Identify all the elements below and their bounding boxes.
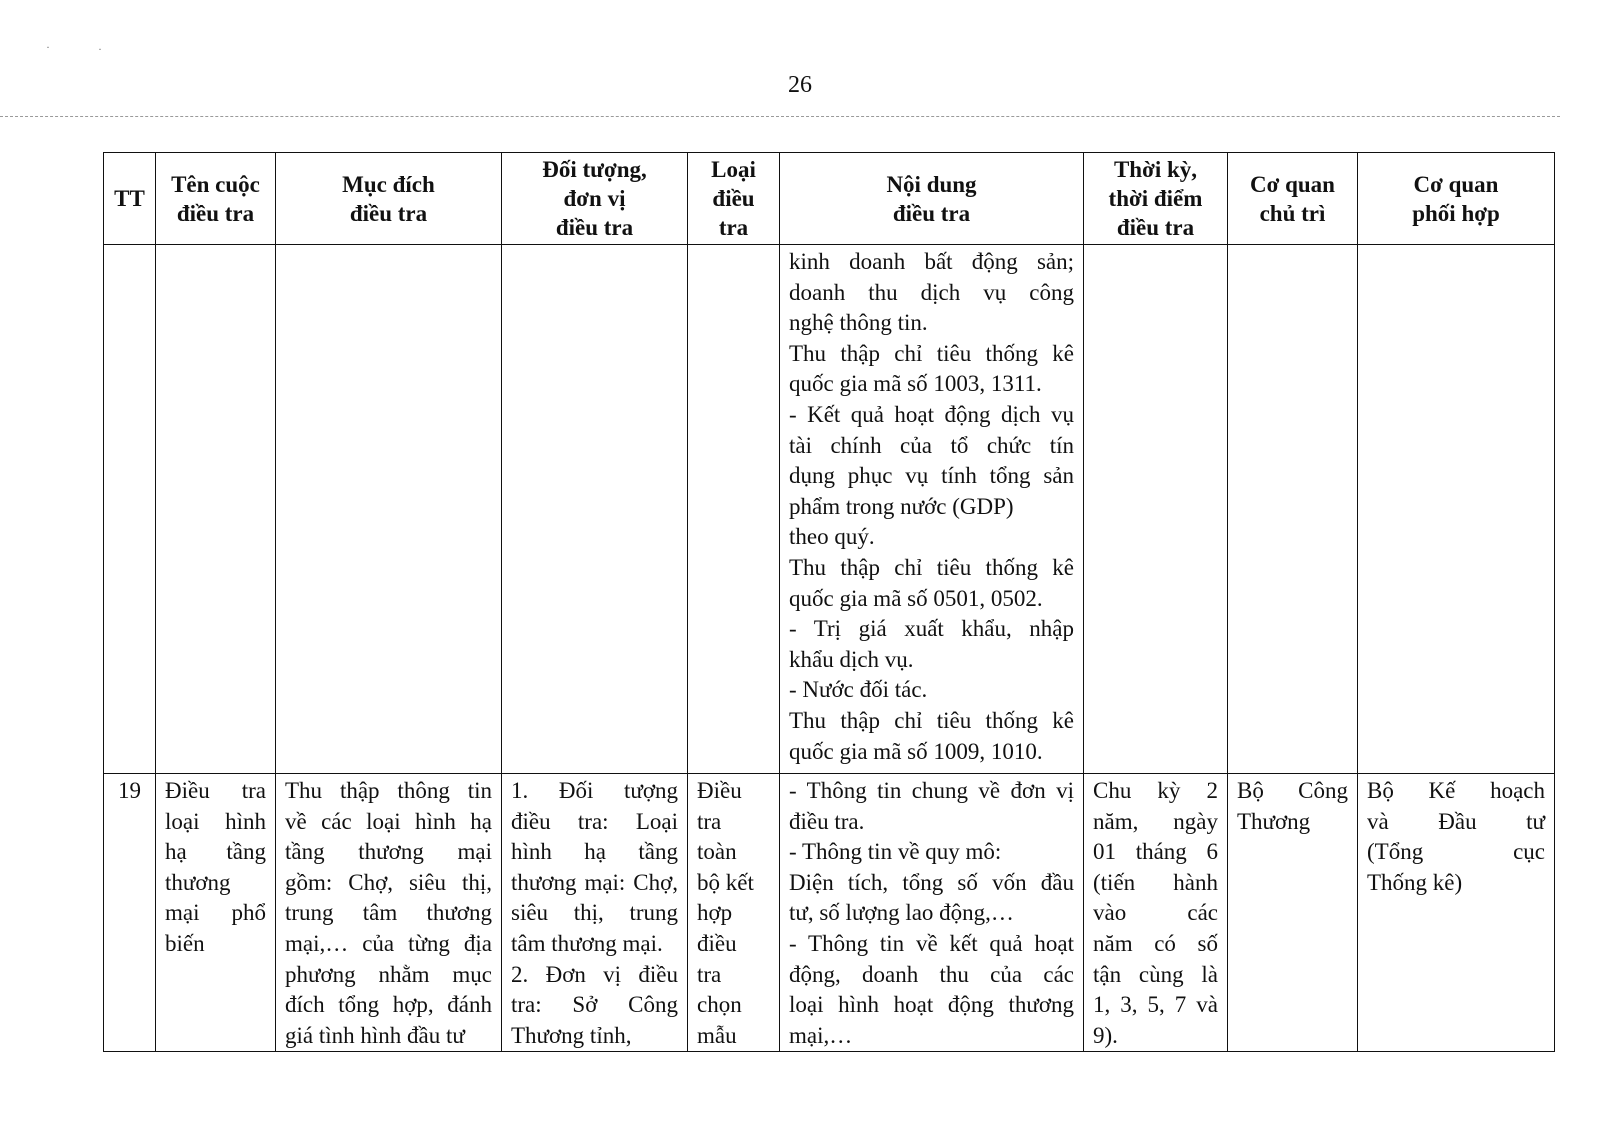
- text-line: giá tình hình đầu tư: [285, 1022, 465, 1048]
- text-line: điều tra.: [789, 808, 865, 834]
- text-line: quốc gia mã số 0501, 0502.: [789, 585, 1043, 611]
- text-line: mại,… của từng địa: [285, 930, 492, 956]
- text-line: quốc gia mã số 1003, 1311.: [789, 371, 1042, 397]
- text-line: tra: [718, 215, 749, 240]
- text-line: mại,…: [789, 1022, 853, 1048]
- text-line: Thu thập chỉ tiêu thống kê: [789, 707, 1074, 733]
- cell-co-quan-phoi-hop: [1358, 774, 1555, 1052]
- text-line: quốc gia mã số 1009, 1010.: [789, 738, 1043, 764]
- text-line: điều tra: [555, 215, 634, 240]
- text-line: điều tra: [176, 200, 255, 226]
- text-line: đơn vị: [563, 186, 626, 211]
- text-line: doanh thu dịch vụ công: [789, 279, 1074, 305]
- text-line: phương nhằm mục: [285, 961, 492, 987]
- text-line: và Đầu tư: [1367, 808, 1545, 834]
- cell-muc-dich: [276, 774, 502, 1052]
- header-co-quan-chu-tri: [1228, 153, 1358, 245]
- text-line: đích tổng hợp, đánh: [285, 992, 492, 1018]
- header-dashed-rule: [0, 116, 1560, 117]
- text-line: nghệ thông tin.: [789, 310, 928, 336]
- cell-tt-empty: [104, 245, 156, 774]
- text-line: theo quý.: [789, 524, 875, 550]
- text-line: khẩu dịch vụ.: [789, 646, 914, 672]
- text-line: Điều: [697, 778, 742, 803]
- cell-doi-tuong: [502, 774, 688, 1052]
- text-line: - Trị giá xuất khẩu, nhập: [789, 616, 1074, 642]
- text-line: - Kết quả hoạt động dịch vụ: [789, 401, 1074, 427]
- text-line: TT: [114, 186, 145, 211]
- header-ten-cuoc-dieu-tra: [156, 153, 276, 245]
- text-line: (tiến hành: [1093, 869, 1218, 895]
- text-line: Thương: [1237, 808, 1311, 834]
- cell-co-quan-chu-tri: [1228, 774, 1358, 1052]
- text-line: - Thông tin về kết quả hoạt: [789, 930, 1074, 956]
- text-line: 01 tháng 6: [1093, 839, 1218, 865]
- text-line: động, doanh thu của các: [789, 961, 1074, 987]
- text-line: tâm thương mại.: [511, 930, 663, 956]
- table-header-row: [104, 153, 1555, 245]
- text-line: Cơ quan: [1250, 171, 1335, 197]
- text-line: tra: [697, 808, 722, 834]
- text-line: mẫu: [697, 1022, 737, 1048]
- text-line: tư, số lượng lao động,…: [789, 900, 1014, 926]
- header-tt: [104, 153, 156, 245]
- text-line: hợp: [697, 900, 733, 926]
- header-co-quan-phoi-hop: [1358, 153, 1555, 245]
- text-line: trung tâm thương: [285, 900, 492, 926]
- cell-tt: 19: [104, 774, 156, 1052]
- text-line: năm có số: [1093, 930, 1218, 956]
- text-line: Tên cuộc: [171, 171, 260, 197]
- text-line: Cơ quan: [1413, 171, 1499, 197]
- text-line: điều tra: [1116, 215, 1195, 240]
- text-line: phẩm trong nước (GDP): [789, 493, 1014, 519]
- text-line: - Thông tin về quy mô:: [789, 839, 1002, 865]
- cell-muc-dich-empty: [276, 245, 502, 774]
- text-line: thời điểm: [1108, 186, 1203, 211]
- header-muc-dich: [276, 153, 502, 245]
- text-line: điều tra: Loại: [511, 808, 678, 834]
- text-line: dụng phục vụ tính tổng sản: [789, 463, 1074, 489]
- text-line: loại hình: [165, 808, 266, 834]
- text-line: 1, 3, 5, 7 và: [1093, 992, 1218, 1018]
- header-thoi-ky: [1084, 153, 1228, 245]
- text-line: 9).: [1093, 1022, 1118, 1048]
- text-line: Điều tra: [165, 778, 266, 803]
- text-line: tra: [697, 961, 722, 987]
- text-line: Thống kê): [1367, 869, 1463, 895]
- header-loai-dieu-tra: [688, 153, 780, 245]
- text-line: (Tổng cục: [1367, 839, 1545, 865]
- text-line: toàn: [697, 839, 737, 865]
- text-line: điều: [712, 186, 755, 211]
- text-line: Loại: [711, 157, 756, 182]
- scan-speck: ·: [46, 40, 50, 54]
- text-line: Đối tượng,: [542, 157, 647, 182]
- text-line: tài chính của tổ chức tín: [789, 432, 1074, 458]
- text-line: 2. Đơn vị điều: [511, 961, 678, 987]
- text-line: Thu thập thông tin: [285, 778, 492, 803]
- text-line: loại hình hoạt động thương: [789, 992, 1074, 1018]
- text-line: hình hạ tầng: [511, 839, 678, 865]
- text-line: mại phổ: [165, 900, 266, 926]
- text-line: tầng thương mại: [285, 839, 492, 865]
- cell-loai-dieu-tra: [688, 774, 780, 1052]
- text-line: Bộ Công: [1237, 778, 1348, 803]
- table-row-continuation: [104, 245, 1555, 774]
- text-line: thương: [165, 869, 231, 895]
- header-doi-tuong: [502, 153, 688, 245]
- scan-speck: ·: [98, 42, 102, 56]
- text-line: tra: Sở Công: [511, 992, 678, 1018]
- survey-table: [103, 152, 1555, 1052]
- text-line: bộ kết: [697, 869, 754, 895]
- text-line: chọn: [697, 992, 742, 1018]
- text-line: phối hợp: [1412, 200, 1500, 226]
- cell-thoi-ky: [1084, 774, 1228, 1052]
- cell-loai-empty: [688, 245, 780, 774]
- cell-noi-dung-continued: [780, 245, 1084, 774]
- cell-phoi-hop-empty: [1358, 245, 1555, 774]
- cell-ten-cuoc-dieu-tra: [156, 774, 276, 1052]
- text-line: 1. Đối tượng: [511, 778, 678, 803]
- text-line: Thương tỉnh,: [511, 1022, 632, 1048]
- text-line: điều tra: [892, 200, 971, 226]
- text-line: về các loại hình hạ: [285, 808, 492, 834]
- text-line: Nội dung: [886, 171, 977, 197]
- text-line: Diện tích, tổng số vốn đầu: [789, 869, 1074, 895]
- text-line: hạ tầng: [165, 839, 266, 865]
- text-line: tận cùng là: [1093, 961, 1218, 987]
- text-line: kinh doanh bất động sản;: [789, 249, 1074, 274]
- text-line: điều tra: [349, 200, 428, 226]
- text-line: điều: [697, 930, 737, 956]
- text-line: gồm: Chợ, siêu thị,: [285, 869, 492, 895]
- text-line: Mục đích: [342, 171, 435, 197]
- text-line: vào các: [1093, 900, 1218, 926]
- cell-chu-tri-empty: [1228, 245, 1358, 774]
- text-line: - Nước đối tác.: [789, 677, 928, 703]
- text-line: - Thông tin chung về đơn vị: [789, 778, 1074, 803]
- text-line: biến: [165, 930, 205, 956]
- cell-ten-empty: [156, 245, 276, 774]
- text-line: siêu thị, trung: [511, 900, 678, 926]
- header-noi-dung: [780, 153, 1084, 245]
- text-line: chủ trì: [1259, 200, 1326, 226]
- page-number: 26: [788, 72, 812, 98]
- text-line: Thu thập chỉ tiêu thống kê: [789, 340, 1074, 366]
- text-line: năm, ngày: [1093, 808, 1218, 834]
- cell-noi-dung: [780, 774, 1084, 1052]
- table-row-19: [104, 774, 1555, 1052]
- text-line: Thời kỳ,: [1113, 157, 1198, 182]
- text-line: Chu kỳ 2: [1093, 778, 1218, 803]
- text-line: Bộ Kế hoạch: [1367, 778, 1545, 803]
- text-line: thương mại: Chợ,: [511, 869, 678, 895]
- text-line: Thu thập chỉ tiêu thống kê: [789, 554, 1074, 580]
- cell-doi-tuong-empty: [502, 245, 688, 774]
- cell-thoi-ky-empty: [1084, 245, 1228, 774]
